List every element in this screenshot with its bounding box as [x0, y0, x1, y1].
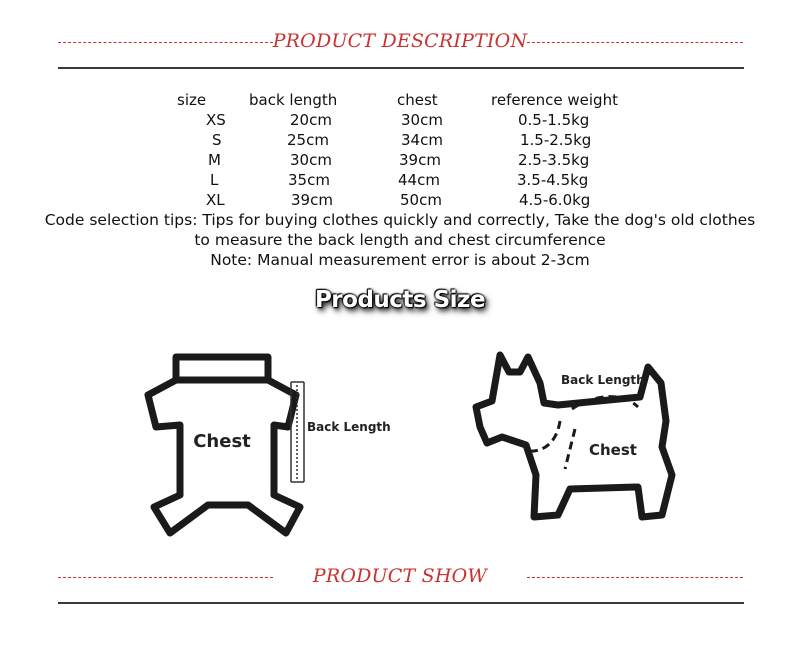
clothes-back-length-label: Back Length: [307, 420, 391, 434]
cell-weight: 2.5-3.5kg: [518, 151, 590, 169]
table-row: [0, 170, 800, 190]
notes: [0, 210, 800, 270]
cell-size: L: [210, 171, 219, 189]
header-dashed-line-right: [527, 577, 743, 578]
cell-chest: 39cm: [399, 151, 441, 169]
products-size-title: Products Size: [314, 287, 486, 313]
cell-back-length: 35cm: [288, 171, 330, 189]
product-description-header: [0, 20, 800, 80]
cell-back-length: 25cm: [287, 131, 329, 149]
tip-line-1: Code selection tips: Tips for buying clothes quickly and correctly, Take the dog's old clothes: [44, 211, 756, 229]
cell-chest: 30cm: [401, 111, 443, 129]
cell-size: XS: [206, 111, 226, 129]
cell-size: XL: [206, 191, 225, 209]
cell-chest: 50cm: [400, 191, 442, 209]
cell-back-length: 30cm: [290, 151, 332, 169]
header-size: size: [177, 91, 207, 109]
cell-size: M: [208, 151, 221, 169]
header-rule: [58, 67, 744, 69]
measurement-note: Note: Manual measurement error is about 2-3cm: [210, 251, 590, 269]
table-header-row: [0, 90, 800, 110]
header-chest: chest: [397, 91, 438, 109]
size-table: [0, 90, 800, 210]
product-show-title: PRODUCT SHOW: [312, 565, 488, 587]
table-row: [0, 130, 800, 150]
table-row: [0, 110, 800, 130]
dog-chest-label: Chest: [589, 441, 637, 459]
header-dashed-line-right: [527, 42, 743, 43]
cell-weight: 0.5-1.5kg: [518, 111, 590, 129]
cell-size: S: [212, 131, 222, 149]
product-description-title: PRODUCT DESCRIPTION: [272, 30, 528, 52]
header-rule: [58, 602, 744, 604]
cell-chest: 34cm: [401, 131, 443, 149]
clothes-chest-label: Chest: [193, 431, 251, 452]
dog-diagram: [462, 345, 692, 530]
cell-weight: 3.5-4.5kg: [517, 171, 589, 189]
table-row: [0, 190, 800, 210]
clothes-diagram: [130, 345, 400, 545]
cell-weight: 4.5-6.0kg: [519, 191, 591, 209]
cell-weight: 1.5-2.5kg: [520, 131, 592, 149]
header-back-length: back length: [249, 91, 338, 109]
dog-chest-measure-line: [526, 421, 560, 451]
dog-chest-measure-line-2: [565, 429, 575, 469]
header-reference-weight: reference weight: [491, 91, 618, 109]
cell-chest: 44cm: [398, 171, 440, 189]
cell-back-length: 20cm: [290, 111, 332, 129]
cell-back-length: 39cm: [291, 191, 333, 209]
dog-back-length-label: Back Length: [561, 373, 645, 387]
tip-line-2: to measure the back length and chest circumference: [194, 231, 606, 249]
product-show-header: [0, 555, 800, 615]
table-row: [0, 150, 800, 170]
